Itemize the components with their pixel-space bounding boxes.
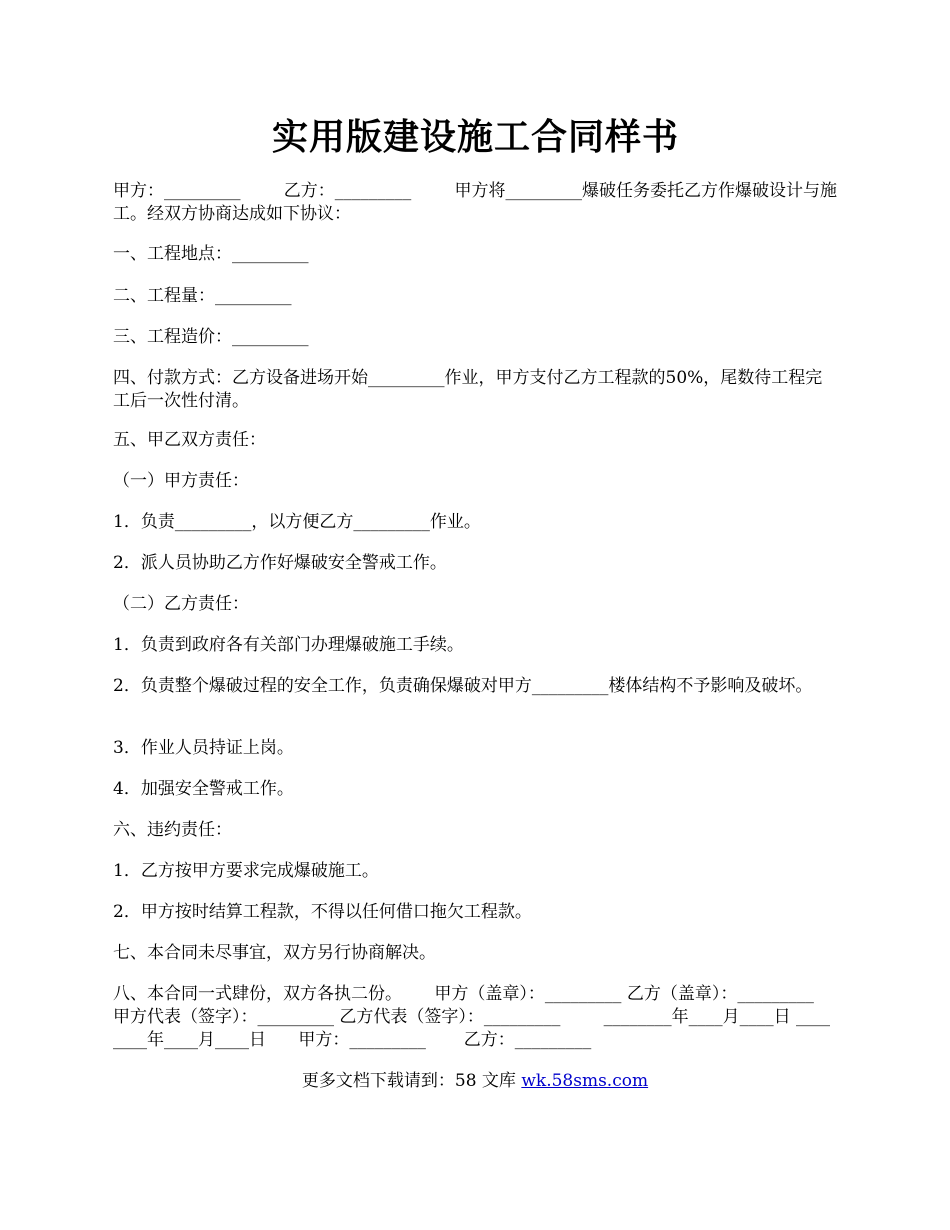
document-title: 实用版建设施工合同样书 [271, 116, 679, 158]
paragraph-party-b-item-2: 2．负责整个爆破过程的安全工作，负责确保爆破对甲方_________楼体结构不予影响及破坏。 [113, 676, 813, 696]
footer-download-note [0, 1070, 950, 1093]
paragraph-breach: 六、违约责任： [113, 820, 232, 840]
footer-prefix: 更多文档下载请到：58 文库 [301, 1071, 522, 1091]
paragraph-party-a-item-2: 2．派人员协助乙方作好爆破安全警戒工作。 [113, 553, 447, 573]
paragraph-copies-signatures: 八、本合同一式肆份，双方各执二份。 甲方（盖章）：_________ 乙方（盖章）：_________ 甲方代表（签字）：_________ 乙方代表（签字）：_________ ________年____月____日 ________年____月____日 甲方：_________ 乙方：_________ [113, 984, 858, 1050]
paragraph-payment: 四、付款方式：乙方设备进场开始_________作业，甲方支付乙方工程款的50%，尾数待工程完工后一次性付清。 [113, 368, 823, 411]
paragraph-party-b-item-1: 1．负责到政府各有关部门办理爆破施工手续。 [113, 635, 464, 655]
paragraph-party-a-heading: （一）甲方责任： [113, 471, 249, 491]
paragraph-quantity: 二、工程量：_________ [113, 286, 292, 306]
paragraph-party-b-item-4: 4．加强安全警戒工作。 [113, 779, 294, 799]
paragraph-responsibilities: 五、甲乙双方责任： [113, 430, 266, 450]
paragraph-party-a-item-1: 1．负责_________，以方便乙方_________作业。 [113, 512, 481, 532]
paragraph-location: 一、工程地点：_________ [113, 244, 309, 264]
paragraph-other-matters: 七、本合同未尽事宜，双方另行协商解决。 [113, 943, 436, 963]
paragraph-breach-item-2: 2．甲方按时结算工程款，不得以任何借口拖欠工程款。 [113, 902, 532, 922]
paragraph-parties: 甲方：_________ 乙方：_________ 甲方将_________爆破任务委托乙方作爆破设计与施工。经双方协商达成如下协议： [113, 181, 837, 224]
footer-link[interactable]: wk.58sms.com [521, 1071, 649, 1091]
paragraph-party-b-item-3: 3．作业人员持证上岗。 [113, 738, 294, 758]
paragraph-cost: 三、工程造价：_________ [113, 327, 309, 347]
paragraph-party-b-heading: （二）乙方责任： [113, 594, 249, 614]
paragraph-breach-item-1: 1．乙方按甲方要求完成爆破施工。 [113, 861, 379, 881]
